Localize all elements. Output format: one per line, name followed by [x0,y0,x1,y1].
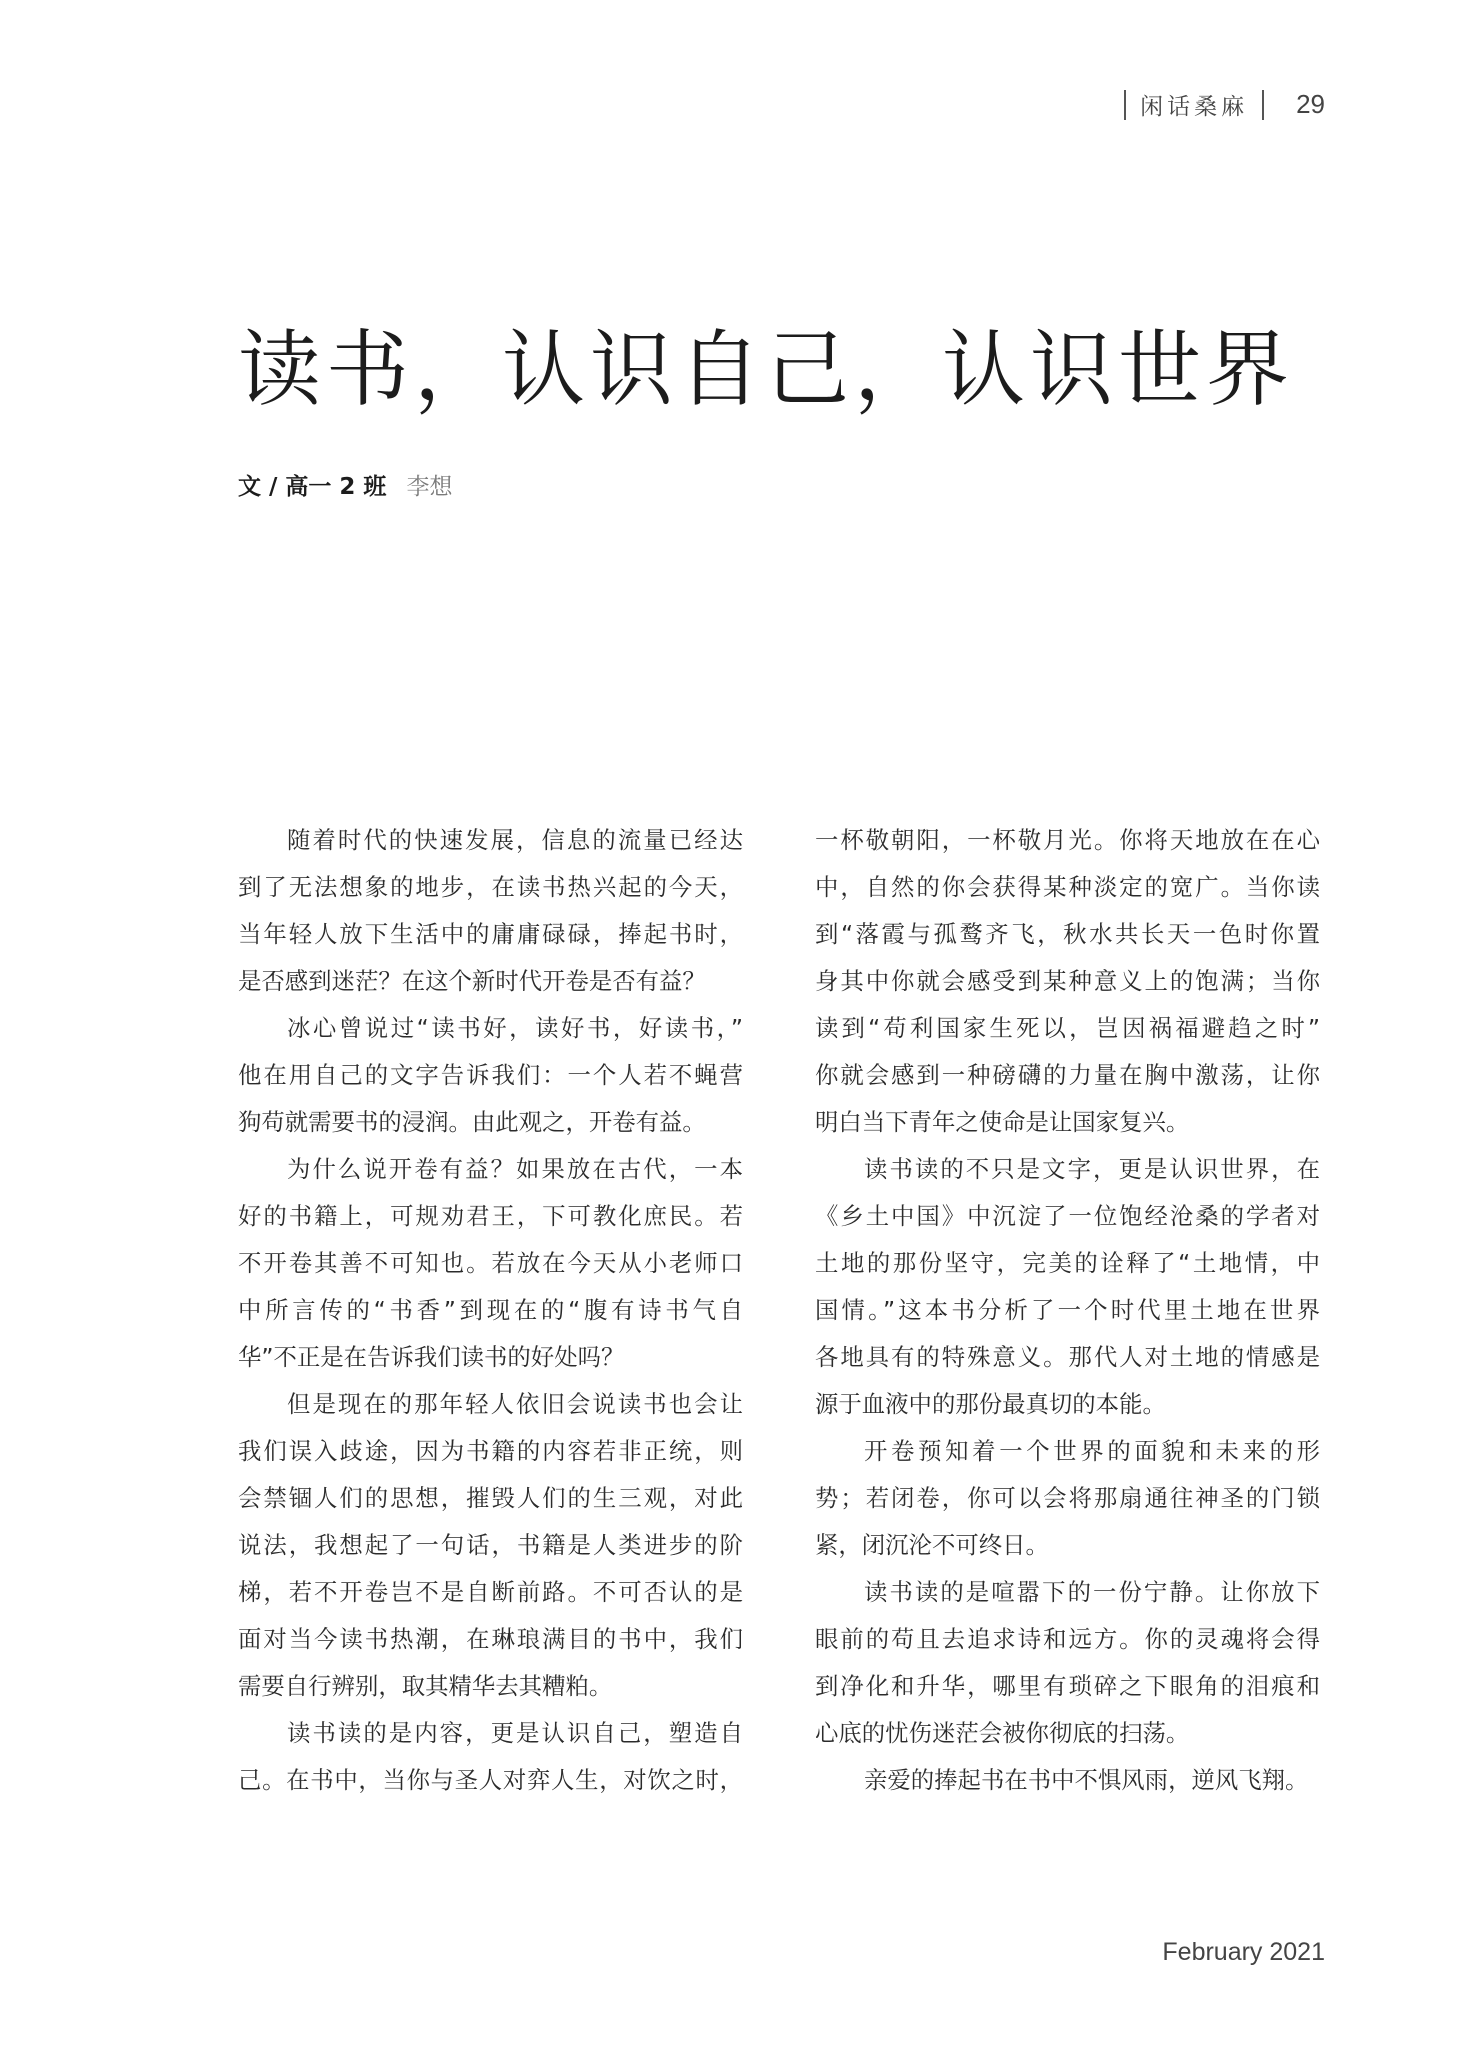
text-line: 各地具有的特殊意义。那代人对土地的情感是 [815,1343,1320,1371]
text-line: 但是现在的那年轻人依旧会说读书也会让 [287,1390,743,1418]
header-divider [1124,90,1126,120]
text-line: 亲爱的捧起书在书中不惧风雨，逆风飞翔。 [864,1766,1309,1794]
header-divider [1262,90,1264,120]
text-line: 国情。”这本书分析了一个时代里土地在世界 [815,1296,1320,1324]
article-title: 读书，认识自己，认识世界 [238,321,1294,418]
text-line: 心底的忧伤迷茫会被你彻底的扫荡。 [815,1719,1190,1747]
text-line: 《乡土中国》中沉淀了一位饱经沧桑的学者对 [815,1202,1320,1230]
text-line: 到了无法想象的地步，在读书热兴起的今天， [238,873,743,901]
text-line: 为什么说开卷有益？如果放在古代，一本 [287,1155,743,1183]
right-column [815,817,1320,1804]
byline-class: 文 / 高一 2 班 [238,474,387,500]
text-line: 紧，闭沉沦不可终日。 [815,1531,1049,1559]
text-line: 读书读的是内容，更是认识自己，塑造自 [287,1719,743,1747]
text-line: 华”不正是在告诉我们读书的好处吗？ [238,1343,625,1371]
text-line: 面对当今读书热潮，在琳琅满目的书中，我们 [238,1625,743,1653]
left-column [238,817,743,1804]
text-line: 源于血液中的那份最真切的本能。 [815,1390,1166,1418]
text-line: 当年轻人放下生活中的庸庸碌碌，捧起书时， [238,920,743,948]
text-line: 读书读的是喧嚣下的一份宁静。让你放下 [864,1578,1320,1606]
text-line: 好的书籍上，可规劝君王，下可教化庶民。若 [238,1202,743,1230]
text-line: 梯，若不开卷岂不是自断前路。不可否认的是 [238,1578,743,1606]
text-line: 中，自然的你会获得某种淡定的宽广。当你读 [815,873,1320,901]
text-line: 明白当下青年之使命是让国家复兴。 [815,1108,1190,1136]
text-line: 需要自行辨别，取其精华去其糟粕。 [238,1672,613,1700]
text-line: 不开卷其善不可知也。若放在今天从小老师口 [238,1249,743,1277]
section-name: 闲话桑麻 [1140,94,1249,120]
text-line: 随着时代的快速发展，信息的流量已经达 [287,826,743,854]
text-line: 到“落霞与孤鹜齐飞，秋水共长天一色时你置 [815,920,1320,948]
text-line: 说法，我想起了一句话，书籍是人类进步的阶 [238,1531,743,1559]
text-line: 己。在书中，当你与圣人对弈人生，对饮之时， [238,1766,743,1794]
text-line: 是否感到迷茫？在这个新时代开卷是否有益？ [238,967,706,995]
text-line: 势；若闭卷，你可以会将那扇通往神圣的门锁 [815,1484,1320,1512]
text-line: 冰心曾说过“读书好，读好书，好读书，” [287,1014,743,1042]
text-line: 读书读的不只是文字，更是认识世界，在 [864,1155,1320,1183]
text-line: 狗苟就需要书的浸润。由此观之，开卷有益。 [238,1108,706,1136]
byline [238,468,452,501]
text-line: 读到“苟利国家生死以，岂因祸福避趋之时” [815,1014,1320,1042]
page-number: 29 [1296,89,1325,119]
text-line: 他在用自己的文字告诉我们：一个人若不蝇营 [238,1061,743,1089]
text-line: 我们误入歧途，因为书籍的内容若非正统，则 [238,1437,743,1465]
text-line: 你就会感到一种磅礴的力量在胸中激荡，让你 [815,1061,1320,1089]
text-line: 开卷预知着一个世界的面貌和未来的形 [864,1437,1320,1465]
text-line: 身其中你就会感受到某种意义上的饱满；当你 [815,967,1320,995]
text-line: 土地的那份坚守，完美的诠释了“土地情，中 [815,1249,1320,1277]
text-line: 一杯敬朝阳，一杯敬月光。你将天地放在在心 [815,826,1320,854]
issue-date: February 2021 [1162,1938,1325,1966]
text-line: 眼前的苟且去追求诗和远方。你的灵魂将会得 [815,1625,1320,1653]
byline-author: 李想 [406,474,453,500]
text-line: 会禁锢人们的思想，摧毁人们的生三观，对此 [238,1484,743,1512]
running-header [1124,88,1325,121]
text-line: 到净化和升华，哪里有琐碎之下眼角的泪痕和 [815,1672,1320,1700]
text-line: 中所言传的“书香”到现在的“腹有诗书气自 [238,1296,743,1324]
